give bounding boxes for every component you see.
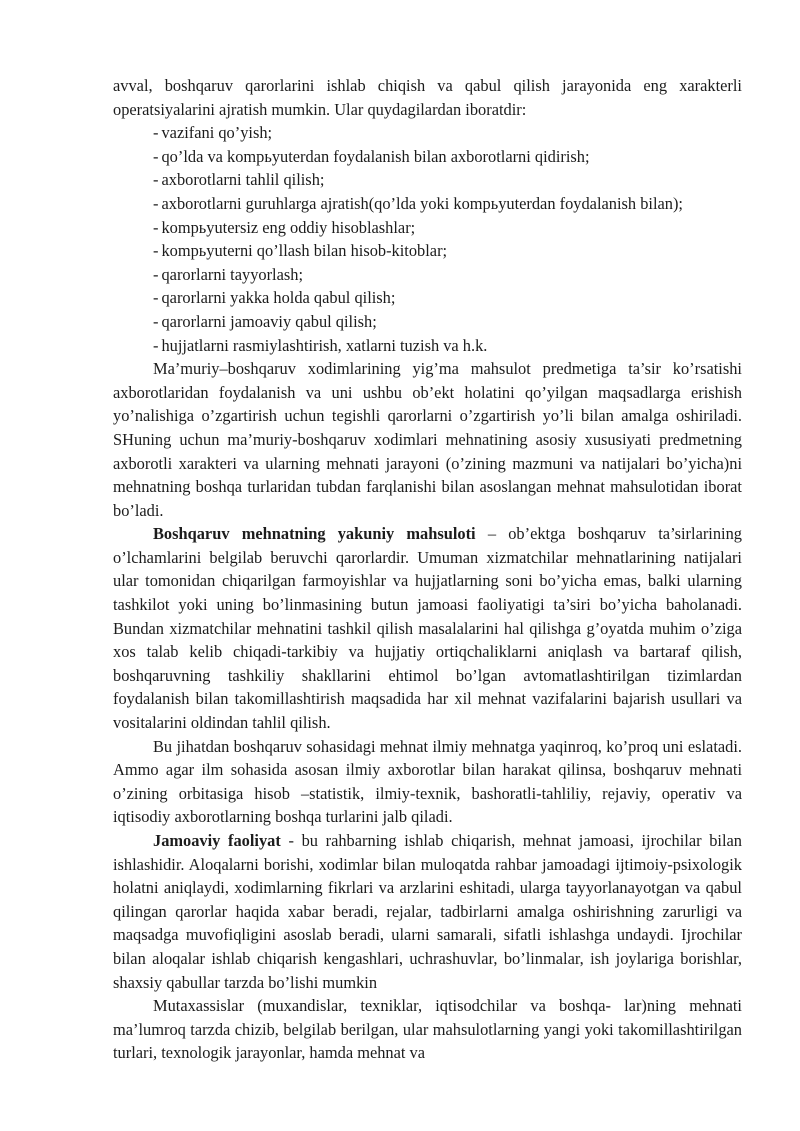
list-item	[113, 310, 742, 334]
bold-term: Jamoaviy faoliyat	[153, 831, 281, 850]
list-item-text: kompьyutersiz eng oddiy hisoblashlar;	[161, 217, 416, 237]
list-item	[113, 145, 742, 169]
list-item-text: qarorlarni jamoaviy qabul qilish;	[161, 311, 377, 331]
list-item-text: qarorlarni tayyorlash;	[161, 264, 304, 284]
list-item	[113, 263, 742, 287]
paragraph-1: Ma’muriy–boshqaruv xodimlarining yig’ma mahsulot predmetiga ta’sir ko’rsatishi axborotlaridan foydalanish va uni ushbu ob’ekt holatini qo’yilgan maqsadlarga erishish yo’nalishiga o’zgartirish uchun tegishli qarorlarni o’zgartirish yo’li bilan amalga oshiriladi. SHuning uchun ma’muriy-boshqaruv xodimlari mehnatining asosiy xususiyati predmetning axborotli xarakteri va ularning mehnati jarayoni (o’zining mazmuni va natijalari bo’yicha)ni mehnatning boshqa turlaridan tubdan farqlanishi bilan asoslangan mehnat mahsulotidan iborat bo’ladi.	[113, 359, 742, 520]
list-item	[113, 121, 742, 145]
paragraph-text: - bu rahbarning ishlab chiqarish, mehnat jamoasi, ijrochilar bilan ishlashidir. Aloqalarni borishi, xodimlar bilan muloqatda rahbar jamoadagi ijtimoiy-psixologik holatni aniqlaydi, xodimlarning fikrlari va arzlarini eshitadi, ularga tayyorlanayotgan va qabul qilingan qarorlar haqida xabar beradi, rejalar, tadbirlarni amalga oshirishning zarurligi va maqsadga muvofiqligini asoslab beradi, ularni samarali, sifatli ishlashga undaydi. Ijrochilar bilan aloqalar ishlab chiqarish kengashlari, uchrashuvlar, bo’linmalar, ish joylariga borishlar, shaxsiy qabullar tarzda bo’lishi mumkin	[113, 831, 742, 992]
list-item-text: hujjatlarni rasmiylashtirish, xatlarni tuzish va h.k.	[161, 335, 488, 355]
dash-marker: -	[153, 311, 159, 331]
list-item-text: axborotlarni tahlil qilish;	[161, 170, 325, 190]
dash-marker: -	[153, 241, 159, 261]
dash-marker: -	[153, 193, 159, 213]
list-item	[113, 286, 742, 310]
paragraph-4	[113, 829, 742, 994]
paragraph-5: Mutaxassislar (muxandislar, texniklar, iqtisodchilar va boshqa- lar)ning mehnati ma’lumroq tarzda chizib, belgilab berilgan, ular mahsulotlarning yangi yoki takomillashtirilgan turlari, texnologik jarayonlar, hamda mehnat va	[113, 996, 742, 1063]
dash-marker: -	[153, 335, 159, 355]
dash-marker: -	[153, 217, 159, 237]
paragraph-2	[113, 522, 742, 734]
paragraph-3: Bu jihatdan boshqaruv sohasidagi mehnat ilmiy mehnatga yaqinroq, ko’proq uni eslatadi. Ammo agar ilm sohasida asosan ilmiy axborotlar bilan harakat qilinsa, boshqaruv mehnati o’zining orbitasiga hisob –statistik, ilmiy-texnik, bashoratli-tahliliy, rejaviy, operativ va iqtisodiy axborotlarning boshqa turlarini jalb qiladi.	[113, 736, 742, 827]
list-item	[113, 216, 742, 240]
document-page	[113, 74, 742, 1065]
bold-term: Boshqaruv mehnatning yakuniy mahsuloti	[153, 524, 476, 544]
list-item-text: axborotlarni guruhlarga ajratish(qo’lda yoki kompьyuterdan foydalanish bilan);	[161, 193, 683, 213]
list-item	[113, 334, 742, 358]
dash-marker: -	[153, 264, 159, 284]
dash-marker: -	[153, 123, 159, 143]
list-item-text: kompьyuterni qo’llash bilan hisob-kitoblar;	[161, 241, 448, 261]
dash-marker: -	[153, 288, 159, 308]
list-item	[113, 168, 742, 192]
list-item	[113, 192, 742, 216]
list-item-text: qo’lda va kompьyuterdan foydalanish bilan axborotlarni qidirish;	[161, 146, 590, 166]
list-item-text: vazifani qo’yish;	[161, 123, 273, 143]
list-item	[113, 239, 742, 263]
dash-marker: -	[153, 146, 159, 166]
intro-paragraph: avval, boshqaruv qarorlarini ishlab chiqish va qabul qilish jarayonida eng xarakterli operatsiyalarini ajratish mumkin. Ular quydagilardan iboratdir:	[113, 76, 742, 119]
paragraph-text: – ob’ektga boshqaruv ta’sirlarining o’lchamlarini belgilab beruvchi qarorlardir. Umuman xizmatchilar mehnatlarining natijalari ular tomonidan chiqarilgan farmoyishlar va hujjatlarning soni bo’yicha emas, balki ularning tashkilot yoki uning bo’linmasining butun jamoasi faoliyatigi ta’siri bo’yicha baholanadi. Bundan xizmatchilar mehnatini tashkil qilish masalalarini hal qilishga g’oyatda muhim o’ziga xos talab kelib chiqadi-tarkibiy va hujjatiy ortiqchaliklarni aniqlash va bartaraf qilish, boshqaruvning tashkiliy shakllarini ehtimol bo’lgan avtomatlashtirilgan tizimlardan foydalanish bilan takomillashtirish maqsadida har xil mehnat vazifalarini bajarish usullari va vositalarini oldindan tahlil qilish.	[113, 524, 742, 733]
dash-marker: -	[153, 170, 159, 190]
list-item-text: qarorlarni yakka holda qabul qilish;	[161, 288, 396, 308]
